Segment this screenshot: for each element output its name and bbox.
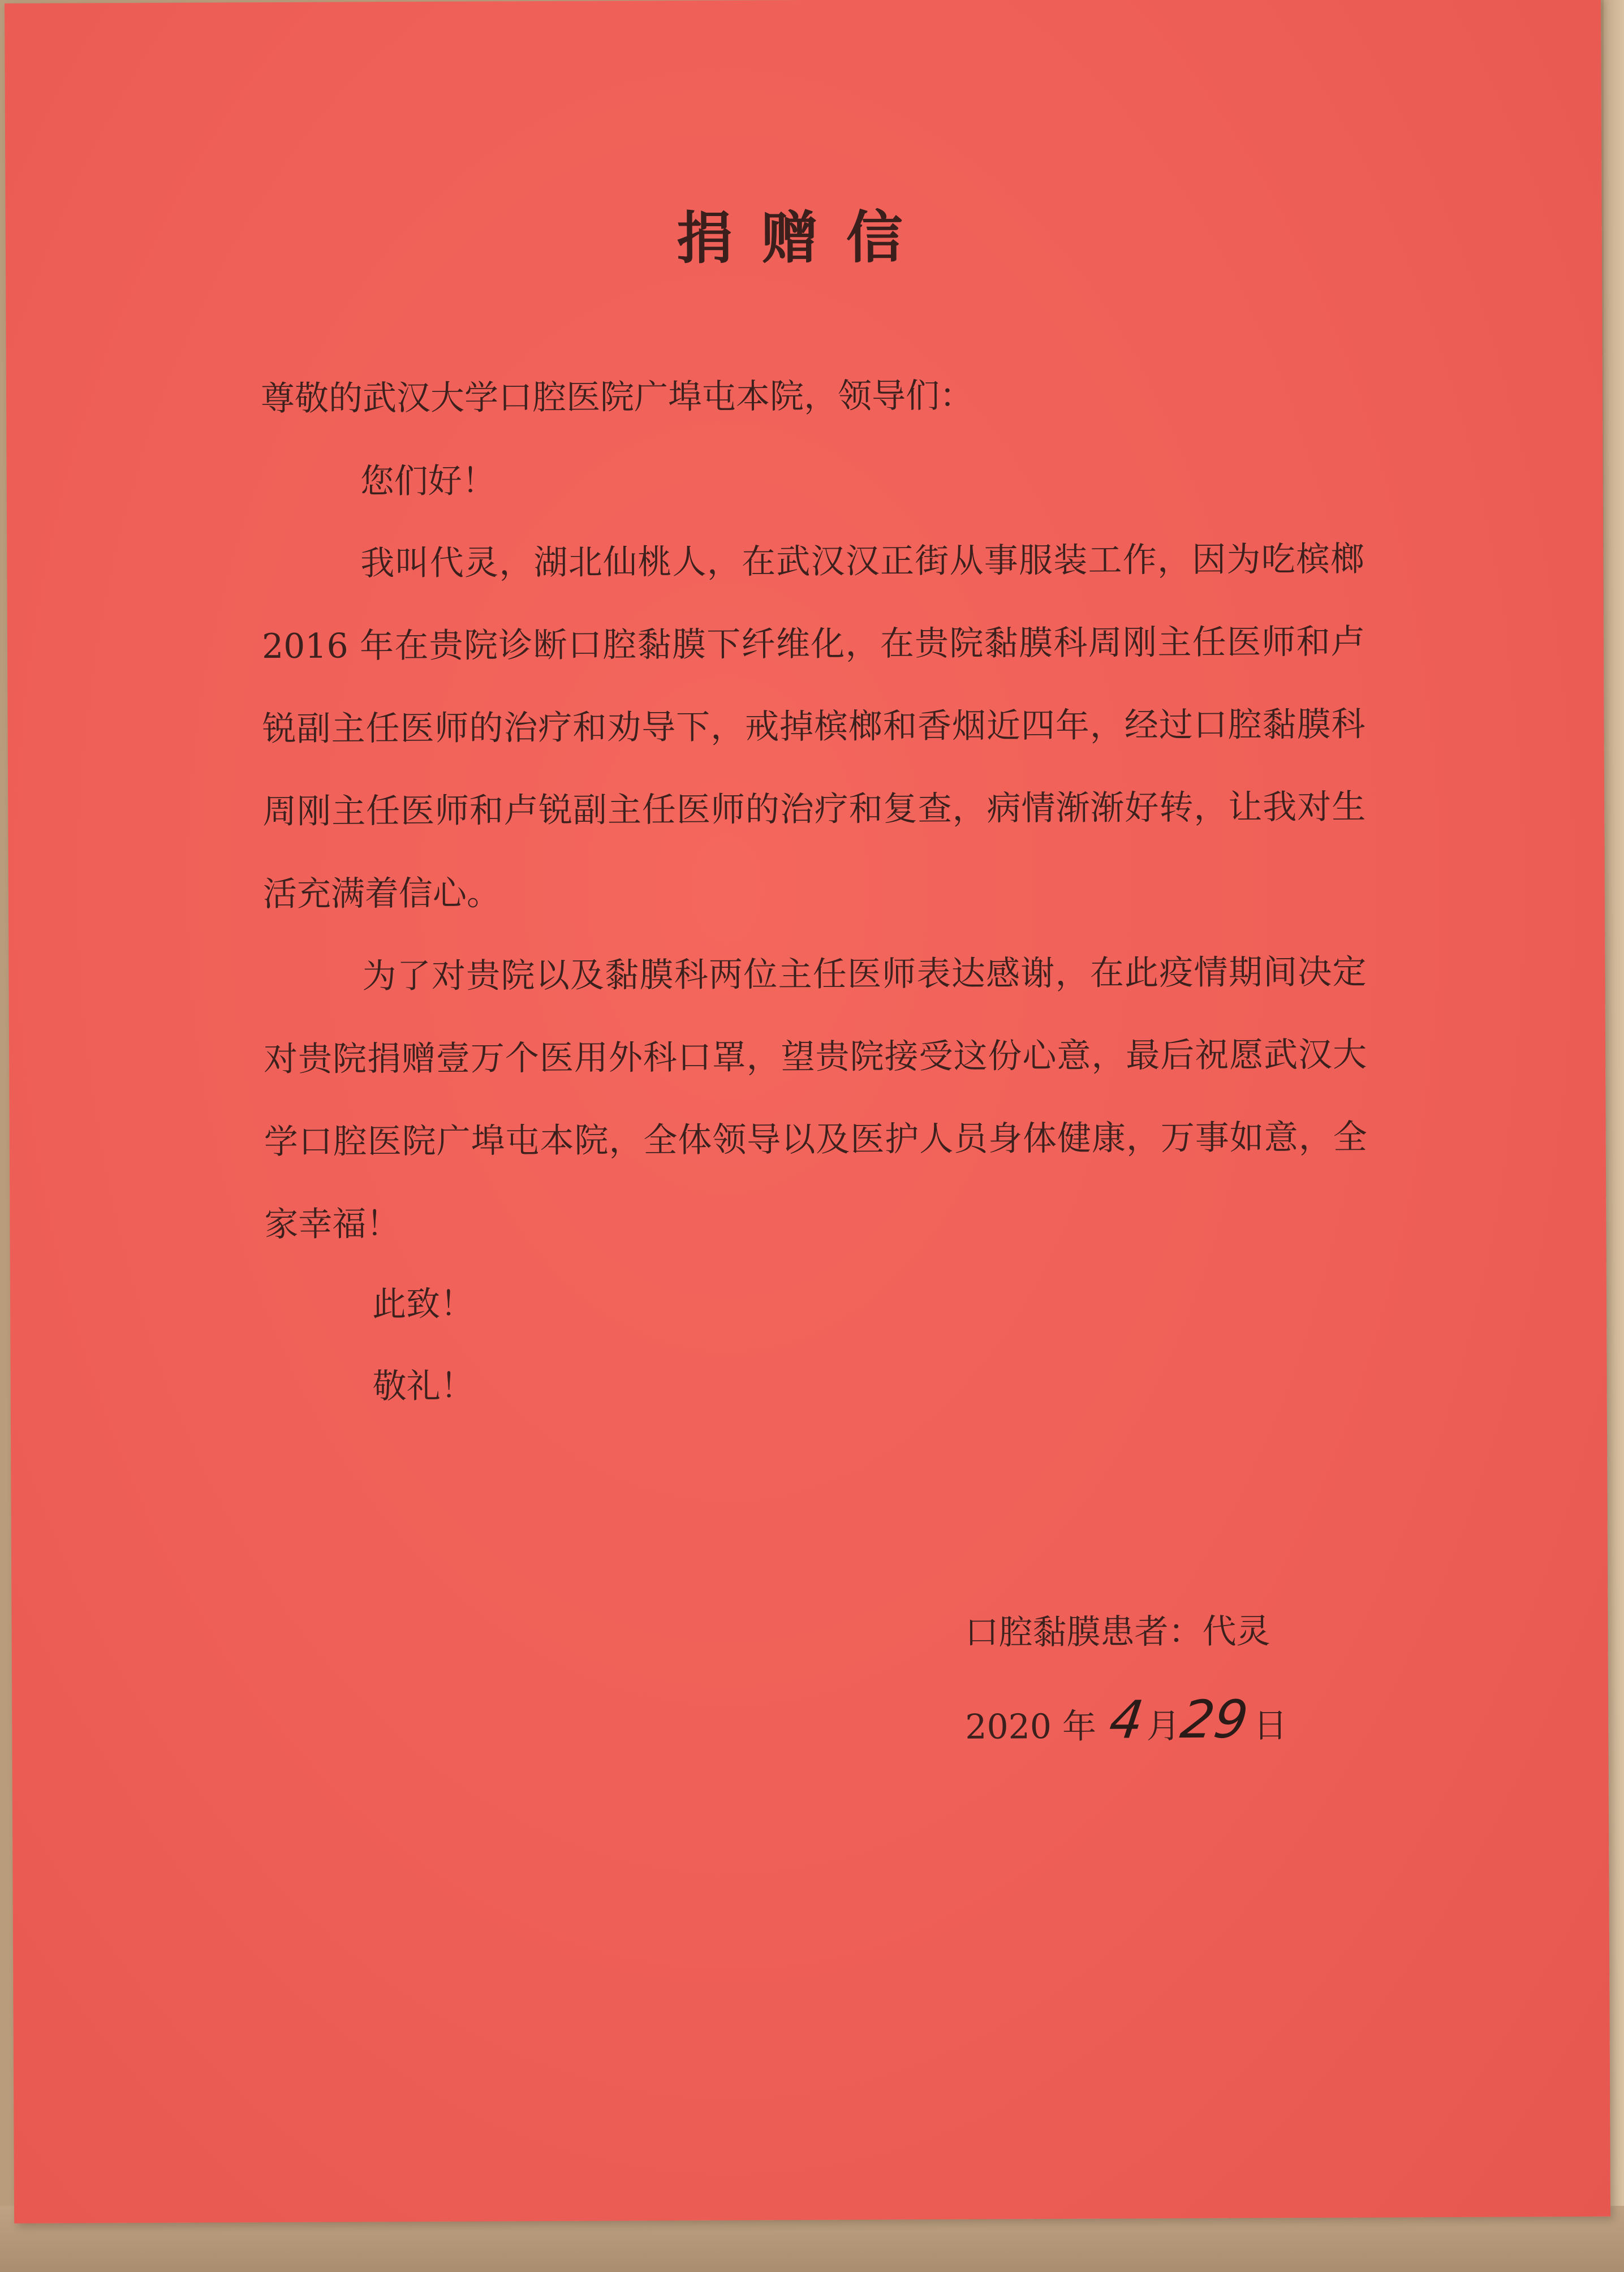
body-paragraph-2: 为了对贵院以及黏膜科两位主任医师表达感谢，在此疫情期间决定对贵院捐赠壹万个医用外科口罩，望贵院接受这份心意，最后祝愿武汉大学口腔医院广埠屯本院，全体领导以及医护人员身体健康，万事如意，全家幸福！ bbox=[264, 952, 1367, 1245]
signer-line: 口腔黏膜患者：代灵 bbox=[964, 1611, 1270, 1653]
date-day-unit: 日 bbox=[1253, 1706, 1287, 1746]
closing-line-1: 此致！ bbox=[372, 1284, 475, 1325]
date-line bbox=[965, 1689, 1287, 1751]
salutation: 尊敬的武汉大学口腔医院广埠屯本院，领导们： bbox=[260, 376, 974, 419]
greeting: 您们好！ bbox=[360, 461, 496, 502]
closing-line-2: 敬礼！ bbox=[372, 1366, 475, 1407]
handwritten-day: 29 bbox=[1177, 1689, 1252, 1751]
letter-sheet bbox=[5, 0, 1610, 2223]
body-paragraph-1: 我叫代灵，湖北仙桃人，在武汉汉正街从事服装工作，因为吃槟榔 2016 年在贵院诊断口腔黏膜下纤维化，在贵院黏膜科周刚主任医师和卢锐副主任医师的治疗和劝导下，戒掉槟榔和香烟近四年，经过口腔黏膜科周刚主任医师和卢锐副主任医师的治疗和复查，病情渐渐好转，让我对生活充满着信心。 bbox=[261, 539, 1366, 915]
letter-title: 捐赠信 bbox=[676, 204, 932, 271]
date-month-unit: 月 bbox=[1146, 1706, 1181, 1747]
date-year: 2020 年 bbox=[965, 1706, 1097, 1747]
handwritten-month: 4 bbox=[1105, 1689, 1147, 1751]
